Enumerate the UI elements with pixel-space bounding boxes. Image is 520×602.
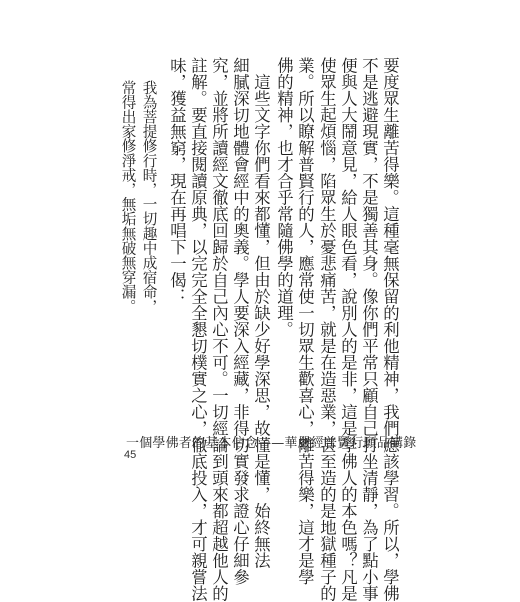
text-column-2: 不是逃避現實，不是獨善其身。像你們平常只顧自己打坐清靜，為了點小事 [359, 57, 379, 602]
text-column-9: 究，並將所讀經文徹底回歸於自己內心不可。一切經論到頭來都超越他人的 [209, 57, 229, 602]
text-column-1: 要度眾生離苦得樂。這種毫無保留的利他精神，我們應該學習。所以，學佛 [380, 57, 400, 602]
text-column-11: 味，獲益無窮，現在再唱下一偈： [167, 57, 187, 305]
text-column-5: 業。所以瞭解普賢行的人，應常使一切眾生歡喜心，離苦得樂，這才是學 [295, 57, 315, 585]
verse-line-2: 常得出家修淨戒，無垢無破無穿漏。 [119, 80, 137, 314]
page-number: 45 [124, 449, 137, 461]
text-column-7: 這些文字你們看來都懂，但由於缺少好學深思，故懂是懂，始終無法 [251, 57, 271, 569]
running-footer-title: 一個學佛者的基本信念——華嚴經普賢行願品講錄 [126, 436, 417, 451]
text-column-10: 註解。要直接閱讀原典，以完完全全懇切樸實之心，徹底投入，才可親嘗法 [188, 57, 208, 602]
text-column-3: 便與人大鬧意見，給人眼色看，說別人的是非，這是學佛人的本色嗎？凡是 [338, 57, 358, 602]
verse-line-1: 我為菩提修行時，一切趣中成宿命， [140, 80, 158, 314]
text-column-4: 使眾生起煩惱，陷眾生於憂悲痛苦，就是在造惡業，甚至造的是地獄種子的 [317, 57, 337, 602]
text-column-6: 佛的精神，也才合乎常隨佛學的道理。 [274, 57, 294, 338]
text-column-8: 細膩深切地體會經中的奧義。學人要深入經藏，非得切實發求證心仔細參 [230, 57, 250, 585]
